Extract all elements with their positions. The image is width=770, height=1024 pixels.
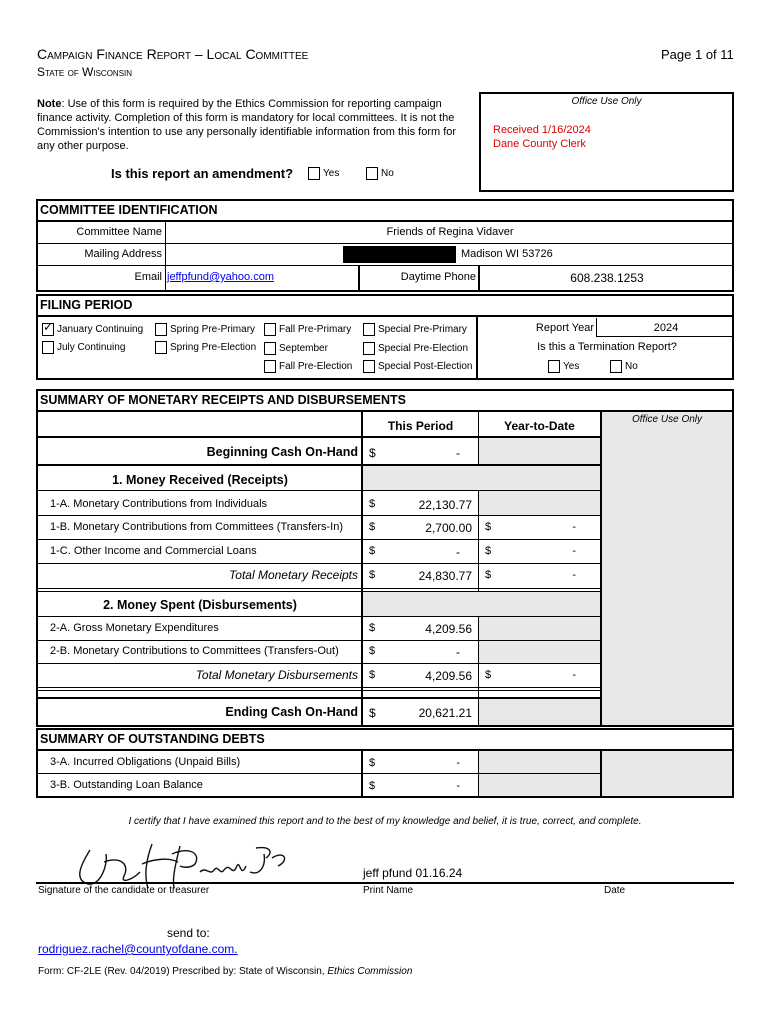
ending-cash-currency: $ [369,706,376,720]
form-subtitle: State of Wisconsin [37,65,133,79]
filing-option-special-pre-primary[interactable] [363,323,467,336]
ending-cash-value[interactable]: 20,621.21 [418,706,472,720]
phone-label: Daytime Phone [400,271,476,283]
mailing-address[interactable]: Madison WI 53726 [461,248,553,260]
amendment-no-checkbox[interactable] [366,167,378,180]
september-checkbox[interactable] [264,342,276,355]
note-body: : Use of this form is required by the Ethics Commission for reporting campaign finance activity. Completion of this form is mandatory for local committees. It is not the Commission's intention to use any personally identifiable information from this form for any other purpose. [37,98,457,152]
clerk-stamp: Dane County Clerk [493,138,586,150]
total-disbursements-currency: $ [369,669,376,681]
redacted-block [343,246,456,263]
amendment-no[interactable] [366,167,394,180]
row-2b-currency: $ [369,645,376,657]
amendment-yes-checkbox[interactable] [308,167,320,180]
fall-pre-election-label: Fall Pre-Election [279,361,353,373]
signature-label: Signature of the candidate or treasurer [38,885,210,896]
certification-text: I certify that I have examined this report and to the best of my knowledge and belief, it is true, correct, and complete. [128,816,642,827]
beginning-cash-currency: $ [369,446,376,460]
ending-cash-label: Ending Cash On-Hand [225,705,358,719]
row-2a-currency: $ [369,622,376,634]
total-receipts-ytd[interactable]: - [572,569,576,581]
row-1c-currency: $ [369,545,376,557]
committee-heading: COMMITTEE IDENTIFICATION [40,203,218,217]
special-pre-primary-label: Special Pre-Primary [378,324,467,336]
row-2b-value[interactable]: - [456,645,460,659]
filing-option-spring-pre-primary[interactable] [155,323,255,336]
spring-pre-primary-label: Spring Pre-Primary [170,324,256,336]
summary-office-use-label: Office Use Only [631,414,703,425]
total-disbursements-label: Total Monetary Disbursements [195,668,358,682]
row-1c-label: 1-C. Other Income and Commercial Loans [50,545,257,557]
row-3b-currency: $ [369,780,376,792]
termination-question: Is this a Termination Report? [537,341,677,353]
debts-heading: SUMMARY OF OUTSTANDING DEBTS [40,732,265,746]
footer-agency: Ethics Commission [327,966,413,977]
special-pre-election-label: Special Pre-Election [378,343,469,355]
row-1a-value[interactable]: 22,130.77 [418,498,472,512]
termination-yes[interactable] [548,360,579,373]
termination-no-checkbox[interactable] [610,360,622,373]
beginning-cash-label: Beginning Cash On-Hand [206,445,358,459]
total-disbursements-ytd[interactable]: - [572,669,576,681]
filing-option-special-pre-election[interactable] [363,342,468,355]
col-this-period: This Period [387,419,454,433]
total-receipts-label: Total Monetary Receipts [229,568,358,582]
filing-option-january[interactable] [42,323,143,336]
row-1b-ytd-currency: $ [485,521,492,533]
total-disbursements-ytd-currency: $ [485,669,492,681]
report-year-value[interactable]: 2024 [653,322,679,334]
september-label: September [279,343,328,355]
mailing-address-label: Mailing Address [84,248,162,260]
report-year-label: Report Year [535,322,594,334]
total-disbursements-value[interactable]: 4,209.56 [425,669,472,683]
row-1a-currency: $ [369,498,376,510]
phone-value[interactable]: 608.238.1253 [570,271,644,285]
email-label: Email [134,271,162,283]
filing-option-fall-pre-election[interactable] [264,360,352,373]
filing-option-spring-pre-election[interactable] [155,341,256,354]
amendment-no-label: No [381,168,394,180]
received-stamp: Received 1/16/2024 [493,124,591,136]
row-1b-ytd[interactable]: - [572,521,576,533]
committee-name[interactable]: Friends of Regina Vidaver [386,226,514,238]
total-receipts-currency: $ [369,569,376,581]
amendment-yes-label: Yes [323,168,340,180]
print-name-label: Print Name [363,885,414,896]
termination-yes-checkbox[interactable] [548,360,560,373]
january-label: January Continuing [57,324,144,336]
form-title: Campaign Finance Report – Local Committee [37,46,309,62]
row-2a-label: 2-A. Gross Monetary Expenditures [50,622,219,634]
page-number: Page 1 of 11 [661,47,734,62]
filing-option-fall-pre-primary[interactable] [264,323,351,336]
note-text [37,97,475,153]
row-3b-label: 3-B. Outstanding Loan Balance [50,779,203,791]
january-checkbox[interactable] [42,323,54,336]
filing-option-special-post-election[interactable] [363,360,473,373]
row-1c-ytd-currency: $ [485,545,492,557]
col-year-to-date: Year-to-Date [504,419,575,433]
special-post-election-checkbox[interactable] [363,360,375,373]
special-pre-primary-checkbox[interactable] [363,323,375,336]
row-1b-value[interactable]: 2,700.00 [425,521,472,535]
row-2b-label: 2-B. Monetary Contributions to Committees (Transfers-Out) [50,645,339,657]
row-1b-currency: $ [369,521,376,533]
row-3b-value[interactable]: - [456,780,460,792]
row-3a-value[interactable]: - [456,757,460,769]
amendment-yes[interactable] [308,167,339,180]
office-use-box [479,92,734,192]
date-label: Date [604,885,626,896]
row-1c-value[interactable]: - [456,545,460,559]
july-checkbox[interactable] [42,341,54,354]
total-receipts-ytd-currency: $ [485,569,492,581]
spring-pre-primary-checkbox[interactable] [155,323,167,336]
fall-pre-primary-label: Fall Pre-Primary [279,324,352,336]
footer-prefix: Form: CF-2LE (Rev. 04/2019) Prescribed by: State of Wisconsin, [38,966,328,977]
row-1a-label: 1-A. Monetary Contributions from Individuals [50,498,268,510]
email-value[interactable]: jeffpfund@yahoo.com [167,271,274,283]
beginning-cash-value[interactable]: - [456,446,460,460]
fall-pre-primary-checkbox[interactable] [264,323,276,336]
total-receipts-value[interactable]: 24,830.77 [418,569,472,583]
row-3a-currency: $ [369,757,376,769]
send-to-label: send to: [167,926,210,940]
committee-name-label: Committee Name [76,226,162,238]
filing-heading: FILING PERIOD [40,298,133,312]
row-1b-label: 1-B. Monetary Contributions from Committees (Transfers-In) [50,521,344,533]
row-2a-value[interactable]: 4,209.56 [425,622,472,636]
note-label: Note [37,98,62,110]
spring-pre-election-checkbox[interactable] [155,341,167,354]
filing-option-september[interactable] [264,342,328,355]
spring-pre-election-label: Spring Pre-Election [170,342,257,354]
row-3a-label: 3-A. Incurred Obligations (Unpaid Bills) [50,756,241,768]
july-label: July Continuing [57,342,126,354]
fall-pre-election-checkbox[interactable] [264,360,276,373]
special-pre-election-checkbox[interactable] [363,342,375,355]
amendment-question: Is this report an amendment? [111,166,294,181]
row-1c-ytd[interactable]: - [572,545,576,557]
filing-option-july[interactable] [42,341,125,354]
office-use-label: Office Use Only [571,96,642,107]
received-heading: 1. Money Received (Receipts) [112,473,288,487]
termination-yes-label: Yes [563,361,580,373]
form-footer [38,966,412,977]
spent-heading: 2. Money Spent (Disbursements) [103,598,297,612]
termination-no-label: No [625,361,638,373]
summary-heading: SUMMARY OF MONETARY RECEIPTS AND DISBURSEMENTS [40,393,406,407]
special-post-election-label: Special Post-Election [378,361,473,373]
termination-no[interactable] [610,360,638,373]
print-name-value[interactable]: jeff pfund 01.16.24 [363,866,463,880]
send-to-email[interactable]: rodriguez.rachel@countyofdane.com. [38,942,238,956]
